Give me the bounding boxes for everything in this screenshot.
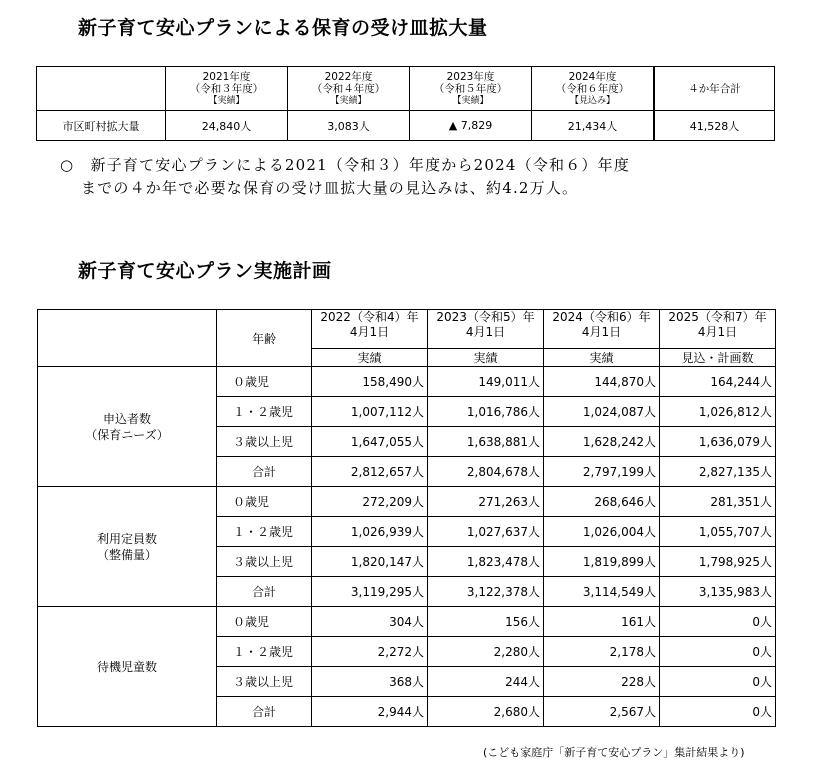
value-cell: 1,647,055人	[312, 427, 428, 457]
value-cell: 1,823,478人	[428, 547, 544, 577]
value-cell: 1,024,087人	[544, 397, 660, 427]
group-label-sub: （整備量）	[96, 547, 157, 562]
status-tag: 【実績】	[208, 95, 245, 106]
value-cell: 164,244人	[660, 367, 776, 397]
age-cell: ３歳以上児	[217, 547, 312, 577]
value-cell: 2,272人	[312, 637, 428, 667]
year-label: 2021年度	[202, 70, 251, 83]
value-cell: 1,027,637人	[428, 517, 544, 547]
year-col-2023	[410, 67, 532, 111]
value-cell: 1,798,925人	[660, 547, 776, 577]
value-cell: 2,944人	[312, 697, 428, 727]
value-cell: 2,797,199人	[544, 457, 660, 487]
value-cell: 368人	[312, 667, 428, 697]
age-header: 年齢	[217, 310, 312, 367]
expansion-value-row	[37, 111, 775, 141]
era-label: （令和３年度）	[189, 82, 264, 95]
summary-note	[60, 154, 630, 200]
bullet-mark: ○	[60, 156, 75, 174]
group-label-main: 待機児童数	[96, 659, 157, 674]
status-tag: 【実績】	[330, 95, 367, 106]
group-label-main: 申込者数	[102, 411, 151, 426]
year-label: 2023年度	[446, 70, 495, 83]
value-cell: 0人	[660, 607, 776, 637]
expansion-header-row	[37, 67, 775, 111]
age-cell: ３歳以上児	[217, 427, 312, 457]
year-col-2022	[288, 67, 410, 111]
date-line: 4月1日	[465, 325, 506, 339]
value-cell: 2,804,678人	[428, 457, 544, 487]
era-label: （令和６年度）	[555, 82, 630, 95]
year-line: 2024（令和6）年	[552, 310, 651, 324]
value-cell: 268,646人	[544, 487, 660, 517]
group-label-capacity	[38, 487, 217, 607]
heading-plan: 新子育て安心プラン実施計画	[78, 260, 332, 282]
expansion-table	[36, 66, 775, 141]
value-cell: ▲ 7,829	[410, 111, 532, 141]
value-cell: 21,434人	[532, 111, 655, 141]
table-row	[38, 367, 776, 397]
total-value-cell: 41,528人	[654, 111, 775, 141]
date-line: 4月1日	[697, 325, 738, 339]
status-tag: 【見込み】	[569, 95, 615, 106]
age-cell: １・２歳児	[217, 517, 312, 547]
group-label-main: 利用定員数	[96, 531, 157, 546]
year-col-2023	[428, 310, 544, 349]
age-cell: １・２歳児	[217, 397, 312, 427]
value-cell: 0人	[660, 667, 776, 697]
value-cell: 0人	[660, 637, 776, 667]
year-label: 2022年度	[324, 70, 373, 83]
value-cell: 3,119,295人	[312, 577, 428, 607]
age-cell: 合計	[217, 577, 312, 607]
era-label: （令和４年度）	[311, 82, 386, 95]
value-cell: 1,628,242人	[544, 427, 660, 457]
date-line: 4月1日	[349, 325, 390, 339]
blank-corner-cell	[37, 67, 166, 111]
year-col-2022	[312, 310, 428, 349]
year-col-2025	[660, 310, 776, 349]
status-sub: 実績	[428, 349, 544, 367]
value-cell: 1,026,939人	[312, 517, 428, 547]
age-cell: 合計	[217, 697, 312, 727]
source-note: (こども家庭庁「新子育て安心プラン」集計結果より)	[483, 746, 745, 759]
value-cell: 161人	[544, 607, 660, 637]
value-cell: 2,280人	[428, 637, 544, 667]
year-col-2024	[532, 67, 655, 111]
value-cell: 1,638,881人	[428, 427, 544, 457]
value-cell: 304人	[312, 607, 428, 637]
age-cell: ０歳児	[217, 607, 312, 637]
value-cell: 156人	[428, 607, 544, 637]
value-cell: 0人	[660, 697, 776, 727]
value-cell: 3,114,549人	[544, 577, 660, 607]
year-line: 2023（令和5）年	[436, 310, 535, 324]
status-tag: 【実績】	[452, 95, 489, 106]
total-header: ４か年合計	[654, 67, 775, 111]
age-cell: ０歳児	[217, 487, 312, 517]
table-row	[38, 607, 776, 637]
age-cell: ０歳児	[217, 367, 312, 397]
value-cell: 158,490人	[312, 367, 428, 397]
era-label: （令和５年度）	[433, 82, 508, 95]
group-label-waitlist	[38, 607, 217, 727]
value-cell: 1,820,147人	[312, 547, 428, 577]
value-cell: 3,122,378人	[428, 577, 544, 607]
row-label: 市区町村拡大量	[37, 111, 166, 141]
year-col-2024	[544, 310, 660, 349]
table-row	[38, 487, 776, 517]
value-cell: 2,827,135人	[660, 457, 776, 487]
value-cell: 1,055,707人	[660, 517, 776, 547]
value-cell: 144,870人	[544, 367, 660, 397]
value-cell: 2,178人	[544, 637, 660, 667]
age-cell: ３歳以上児	[217, 667, 312, 697]
value-cell: 272,209人	[312, 487, 428, 517]
group-label-sub: （保育ニーズ）	[85, 427, 169, 442]
value-cell: 2,567人	[544, 697, 660, 727]
plan-header-row	[38, 310, 776, 349]
note-line-2: までの４か年で必要な保育の受け皿拡大量の見込みは、約4.2万人。	[81, 179, 579, 197]
blank-corner-cell	[38, 310, 217, 367]
year-line: 2025（令和7）年	[668, 310, 767, 324]
note-line-1	[60, 154, 630, 177]
value-cell: 1,636,079人	[660, 427, 776, 457]
plan-table	[37, 309, 776, 727]
year-line: 2022（令和4）年	[320, 310, 419, 324]
value-cell: 24,840人	[166, 111, 288, 141]
value-cell: 281,351人	[660, 487, 776, 517]
value-cell: 244人	[428, 667, 544, 697]
value-cell: 1,007,112人	[312, 397, 428, 427]
age-cell: １・２歳児	[217, 637, 312, 667]
value-cell: 2,812,657人	[312, 457, 428, 487]
value-cell: 271,263人	[428, 487, 544, 517]
value-cell: 228人	[544, 667, 660, 697]
value-cell: 1,026,812人	[660, 397, 776, 427]
status-sub: 実績	[312, 349, 428, 367]
value-cell: 149,011人	[428, 367, 544, 397]
year-col-2021	[166, 67, 288, 111]
note-text: 新子育て安心プランによる2021（令和３）年度から2024（令和６）年度	[90, 156, 631, 174]
value-cell: 2,680人	[428, 697, 544, 727]
status-sub: 見込・計画数	[660, 349, 776, 367]
value-cell: 3,083人	[288, 111, 410, 141]
value-cell: 1,819,899人	[544, 547, 660, 577]
value-cell: 3,135,983人	[660, 577, 776, 607]
date-line: 4月1日	[581, 325, 622, 339]
year-label: 2024年度	[568, 70, 617, 83]
value-cell: 1,026,004人	[544, 517, 660, 547]
status-sub: 実績	[544, 349, 660, 367]
heading-expansion: 新子育て安心プランによる保育の受け皿拡大量	[78, 17, 488, 39]
age-cell: 合計	[217, 457, 312, 487]
group-label-applicants	[38, 367, 217, 487]
value-cell: 1,016,786人	[428, 397, 544, 427]
